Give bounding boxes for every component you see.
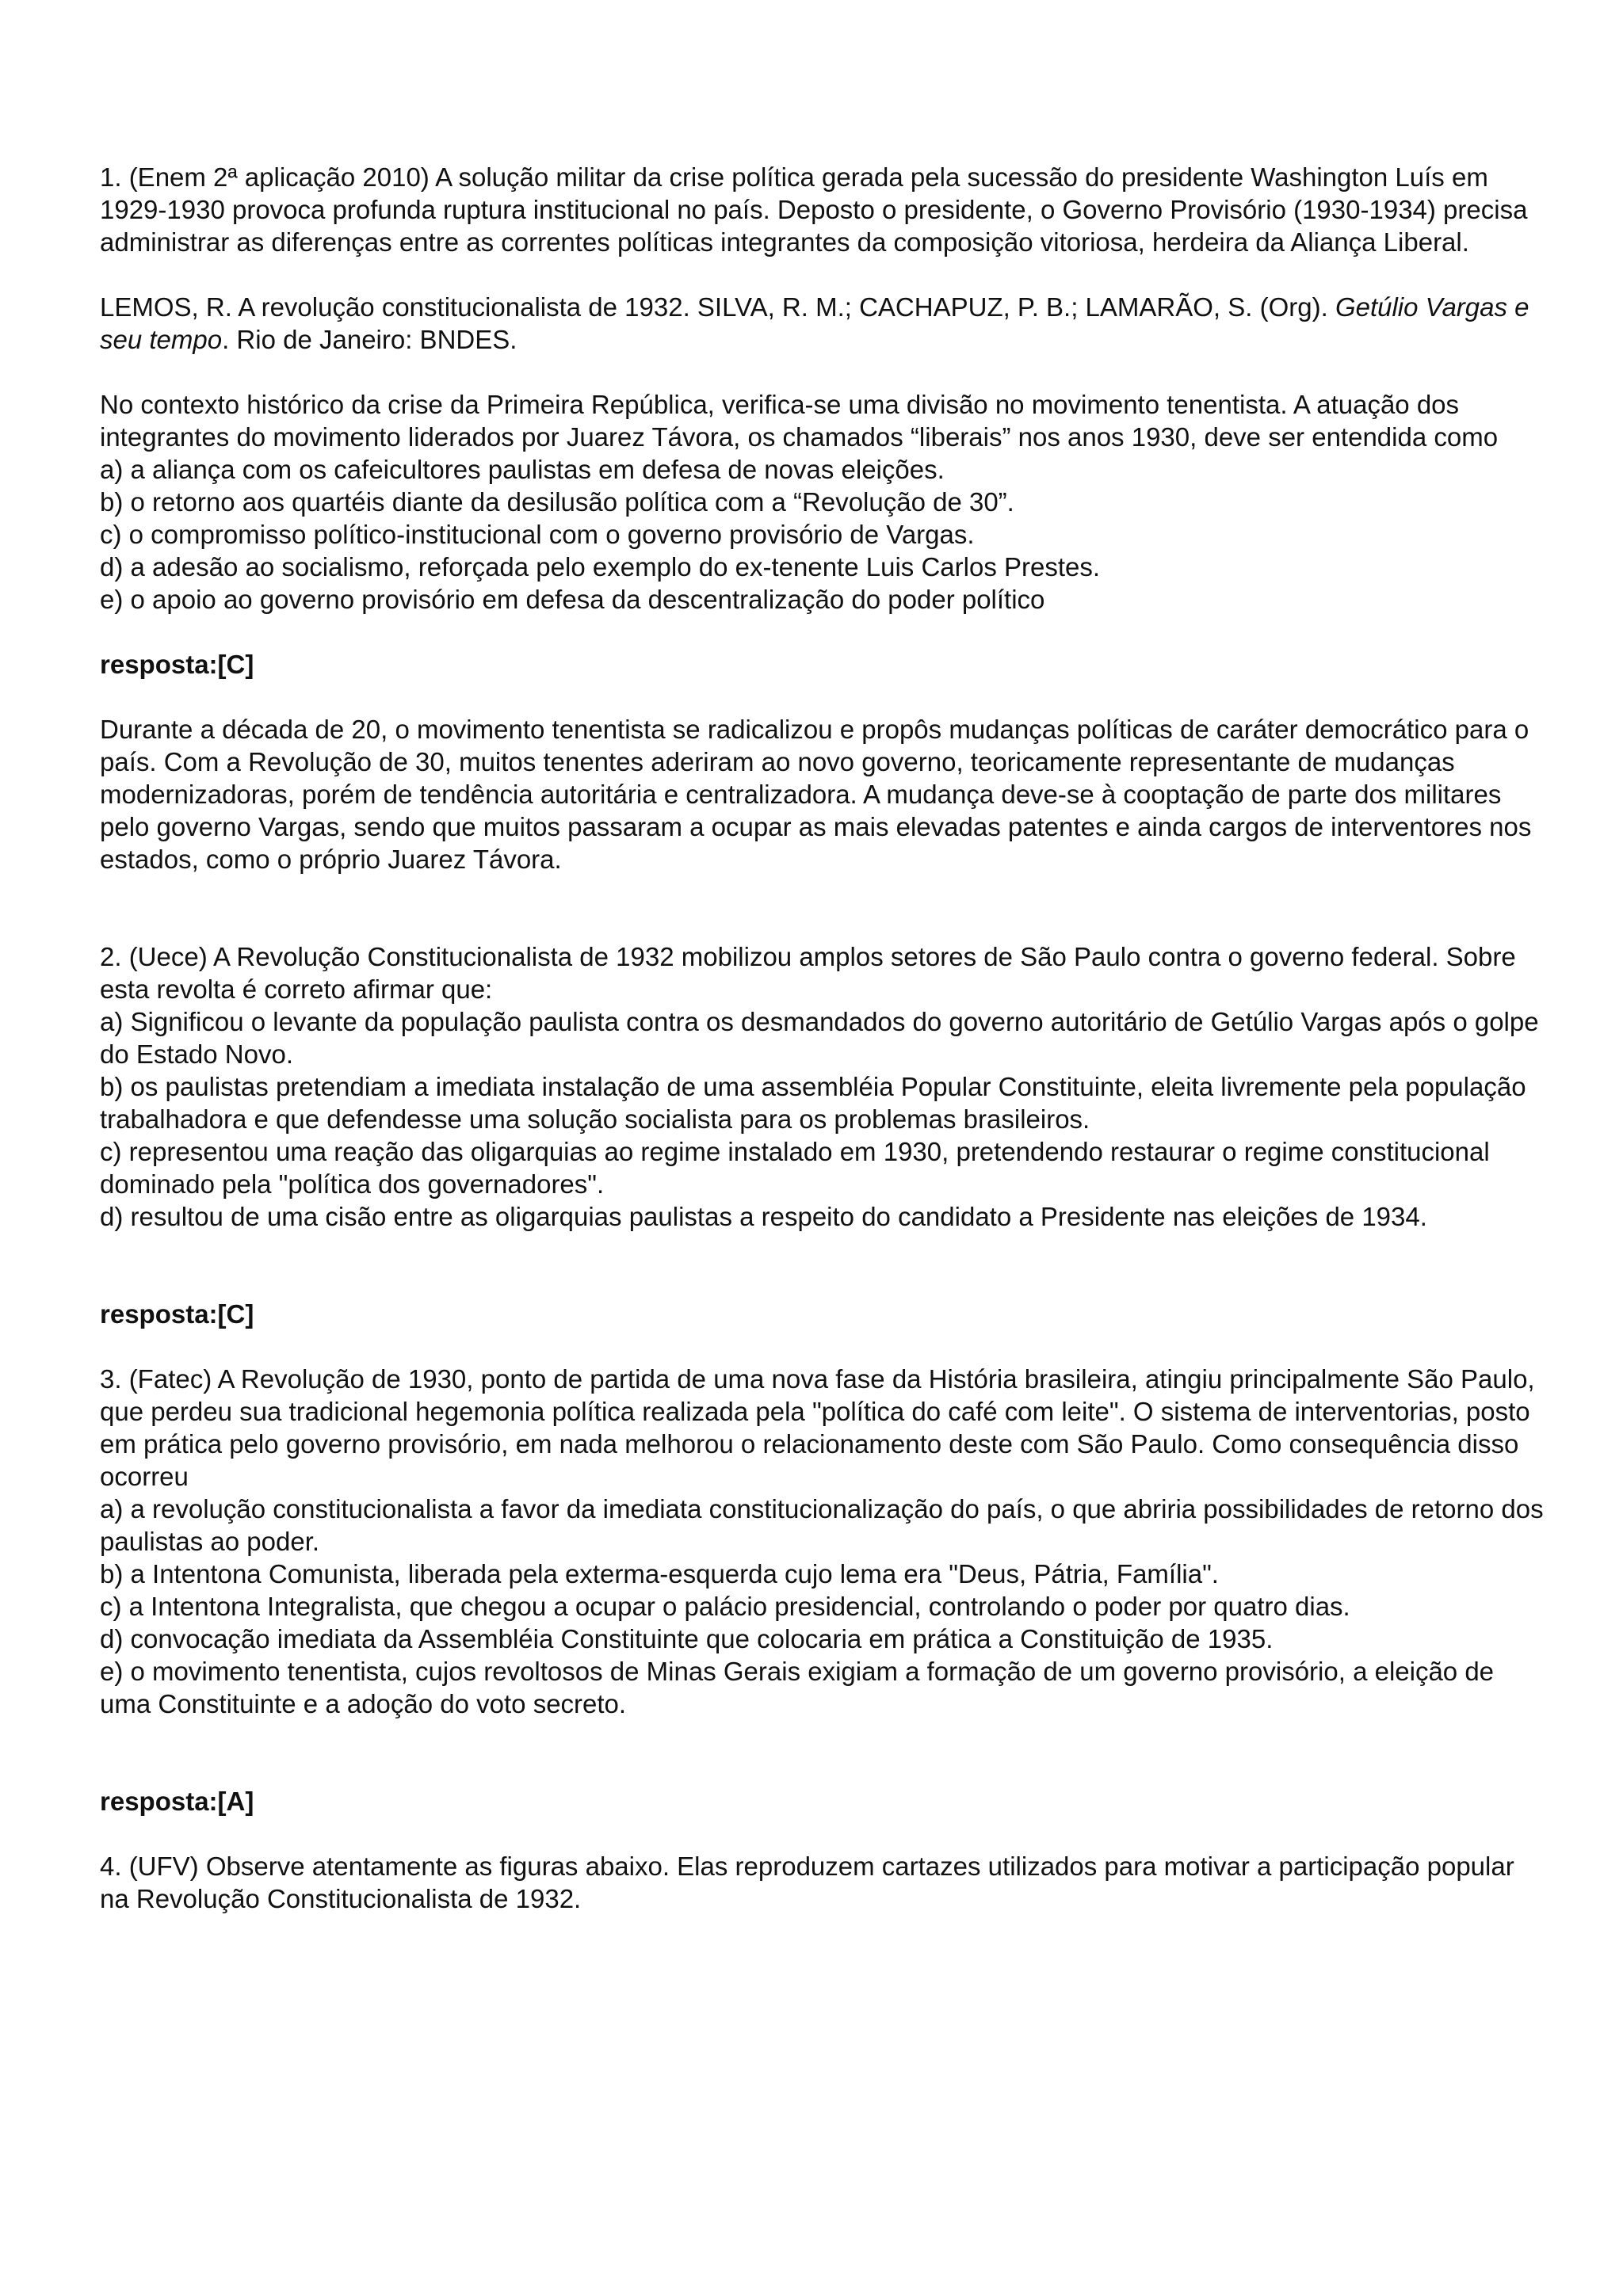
option-e: e) o apoio ao governo provisório em defesa da descentralização do poder político — [100, 585, 1045, 614]
reference-book-title: Getúlio Vargas e seu tempo — [100, 292, 1529, 354]
question-1-stem: 1. (Enem 2ª aplicação 2010) A solução militar da crise política gerada pela sucessão do presidente Washington Luís em 1929-1930 provoca profunda ruptura institucional no país. Deposto o presidente, o Governo Provisório (1930-1934) precisa administrar as diferenças entre as correntes políticas integrantes da composição vitoriosa, herdeira da Aliança Liberal. — [100, 162, 1528, 257]
option-b: b) os paulistas pretendiam a imediata instalação de uma assembléia Popular Constituinte, eleita livremente pela população trabalhadora e que defendesse uma solução socialista para os problemas brasileiros. — [100, 1072, 1526, 1134]
option-a: a) Significou o levante da população paulista contra os desmandados do governo autoritário de Getúlio Vargas após o golpe do Estado Novo. — [100, 1007, 1539, 1069]
question-4 — [100, 1850, 1544, 1915]
question-1-answer: resposta:[C] — [100, 650, 254, 679]
reference-text: LEMOS, R. A revolução constitucionalista de 1932. SILVA, R. M.; CACHAPUZ, P. B.; LAMARÃO, S. (Org). — [100, 292, 1335, 322]
option-d: d) a adesão ao socialismo, reforçada pelo exemplo do ex-tenente Luis Carlos Prestes. — [100, 552, 1101, 582]
option-c: c) representou uma reação das oligarquias ao regime instalado em 1930, pretendendo restaurar o regime constitucional dominado pela "política dos governadores". — [100, 1137, 1490, 1199]
question-1-explanation: Durante a década de 20, o movimento tenentista se radicalizou e propôs mudanças políticas de caráter democrático para o país. Com a Revolução de 30, muitos tenentes aderiram ao novo governo, teoricamente representante de mudanças modernizadoras, porém de tendência autoritária e centralizadora. A mudança deve-se à cooptação de parte dos militares pelo governo Vargas, sendo que muitos passaram a ocupar as mais elevadas patentes e ainda cargos de interventores nos estados, como o próprio Juarez Távora. — [100, 715, 1532, 874]
reference-publisher: . Rio de Janeiro: BNDES. — [222, 325, 517, 354]
option-a: a) a aliança com os cafeicultores paulistas em defesa de novas eleições. — [100, 455, 945, 484]
option-c: c) o compromisso político-institucional com o governo provisório de Vargas. — [100, 520, 975, 549]
question-1-reference — [100, 291, 1544, 356]
option-d: d) resultou de uma cisão entre as oligarquias paulistas a respeito do candidato a Presidente nas eleições de 1934. — [100, 1202, 1427, 1231]
question-3-answer: resposta:[A] — [100, 1787, 254, 1816]
question-1 — [100, 161, 1544, 875]
question-1-prompt: No contexto histórico da crise da Primeira República, verifica-se uma divisão no movimento tenentista. A atuação dos integrantes do movimento liderados por Juarez Távora, os chamados “liberais” nos anos 1930, deve ser entendida como — [100, 390, 1499, 452]
question-2 — [100, 940, 1544, 1330]
option-d: d) convocação imediata da Assembléia Constituinte que colocaria em prática a Constituição de 1935. — [100, 1624, 1274, 1653]
document-page — [100, 161, 1544, 1915]
question-4-stem: 4. (UFV) Observe atentamente as figuras abaixo. Elas reproduzem cartazes utilizados para motivar a participação popular na Revolução Constitucionalista de 1932. — [100, 1852, 1514, 1913]
option-e: e) o movimento tenentista, cujos revoltosos de Minas Gerais exigiam a formação de um governo provisório, a eleição de uma Constituinte e a adoção do voto secreto. — [100, 1657, 1495, 1718]
question-3-stem: 3. (Fatec) A Revolução de 1930, ponto de partida de uma nova fase da História brasileira, atingiu principalmente São Paulo, que perdeu sua tradicional hegemonia política realizada pela "política do café com leite". O sistema de interventorias, posto em prática pelo governo provisório, em nada melhorou o relacionamento deste com São Paulo. Como consequência disso ocorreu — [100, 1364, 1535, 1491]
option-b: b) o retorno aos quartéis diante da desilusão política com a “Revolução de 30”. — [100, 487, 1014, 517]
question-2-stem: 2. (Uece) A Revolução Constitucionalista de 1932 mobilizou amplos setores de São Paulo contra o governo federal. Sobre esta revolta é correto afirmar que: — [100, 942, 1516, 1004]
question-2-answer: resposta:[C] — [100, 1299, 254, 1329]
option-b: b) a Intentona Comunista, liberada pela exterma-esquerda cujo lema era "Deus, Pátria, Família". — [100, 1559, 1219, 1589]
question-3 — [100, 1363, 1544, 1817]
option-a: a) a revolução constitucionalista a favor da imediata constitucionalização do país, o que abriria possibilidades de retorno dos paulistas ao poder. — [100, 1494, 1544, 1556]
option-c: c) a Intentona Integralista, que chegou a ocupar o palácio presidencial, controlando o poder por quatro dias. — [100, 1592, 1350, 1621]
